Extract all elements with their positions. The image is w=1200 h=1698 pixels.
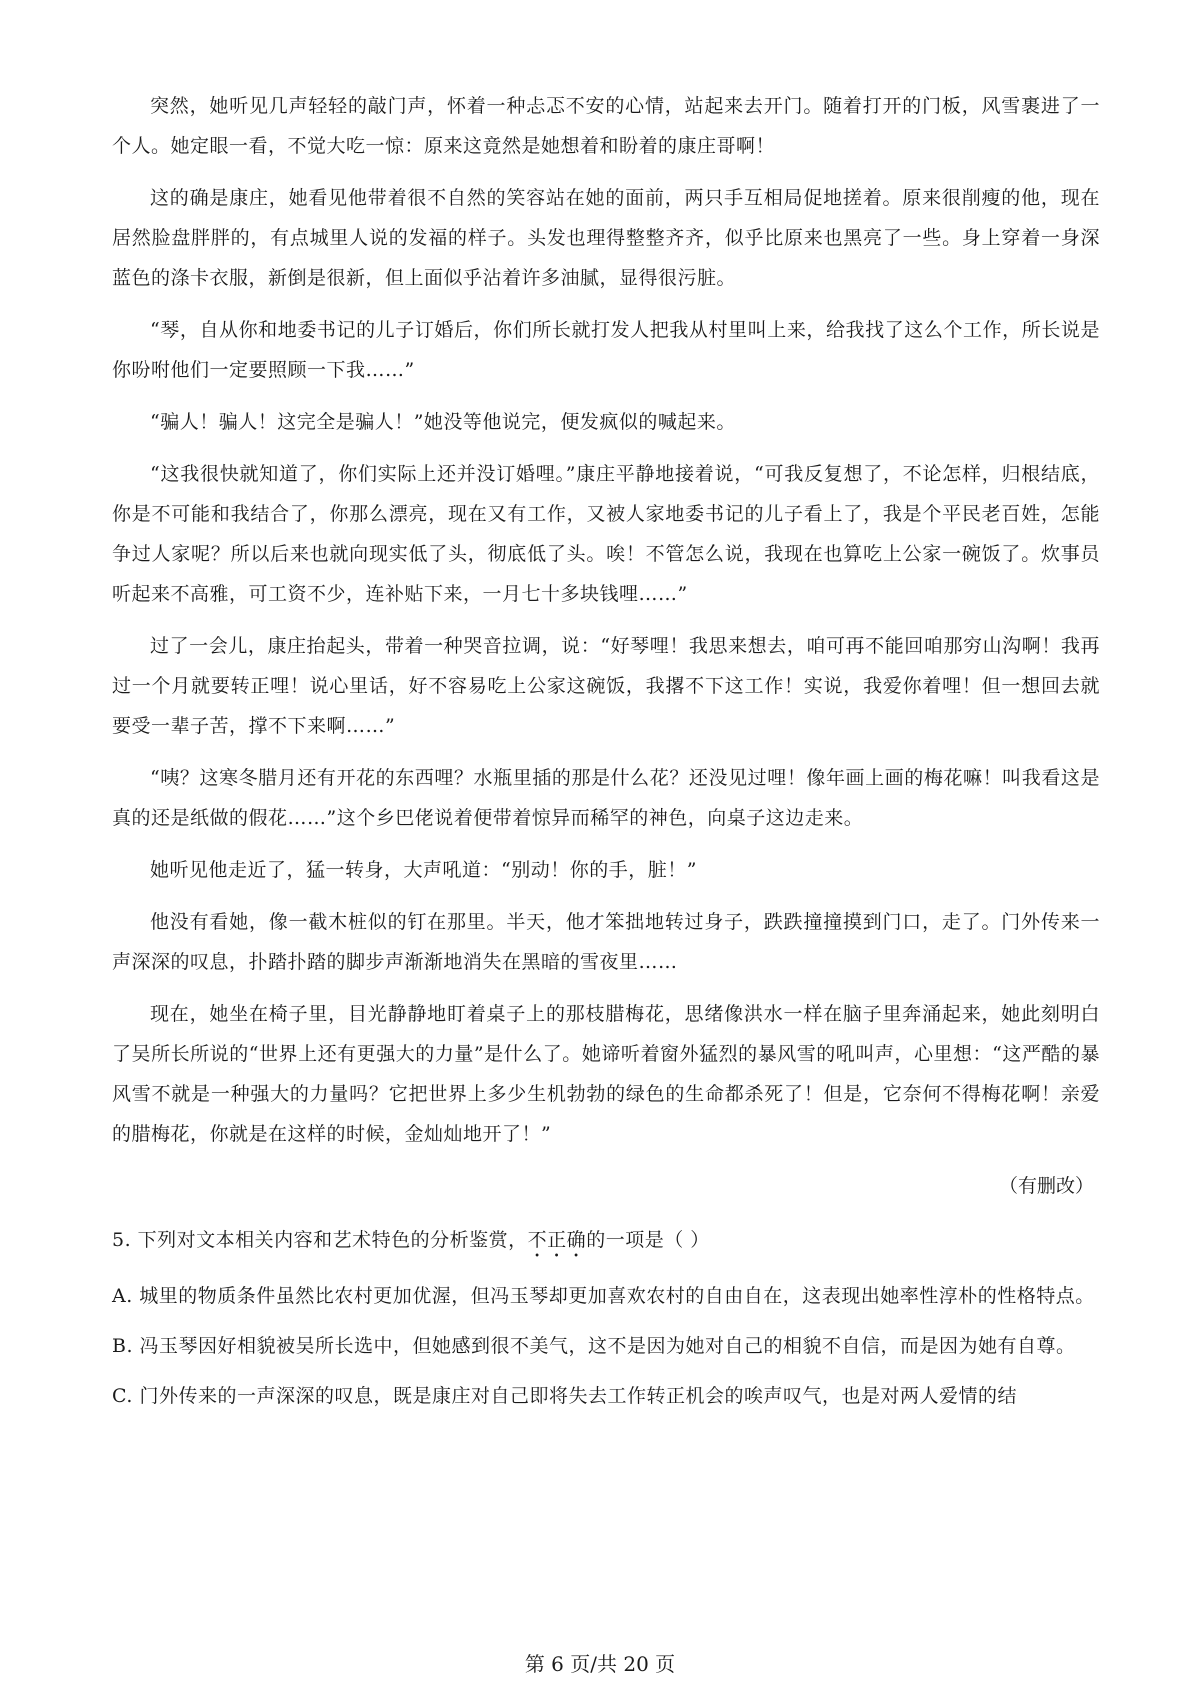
option-b: B. 冯玉琴因好相貌被吴所长选中，但她感到很不美气，这不是因为她对自己的相貌不自信，而是因为她有自尊。 (112, 1335, 1076, 1357)
question-stem-text: 5. 下列对文本相关内容和艺术特色的分析鉴赏， (112, 1229, 528, 1251)
reading-passage (112, 86, 1100, 1426)
passage-paragraph: 过了一会儿，康庄抬起头，带着一种哭音拉调，说：“好琴哩！我思来想去，咱可再不能回咱那穷山沟啊！我再过一个月就要转正哩！说心里话，好不容易吃上公家这碗饭，我撂不下这工作！实说，我爱你着哩！但一想回去就要受一辈子苦，撑不下来啊……” (112, 635, 1100, 737)
passage-paragraph: 他没有看她，像一截木桩似的钉在那里。半天，他才笨拙地转过身子，跌跌撞撞摸到门口，走了。门外传来一声深深的叹息，扑踏扑踏的脚步声渐渐地消失在黑暗的雪夜里…… (112, 911, 1100, 973)
passage-paragraph: 这的确是康庄，她看见他带着很不自然的笑容站在她的面前，两只手互相局促地搓着。原来很削瘦的他，现在居然脸盘胖胖的，有点城里人说的发福的样子。头发也理得整整齐齐，似乎比原来也黑亮了一些。身上穿着一身深蓝色的涤卡衣服，新倒是很新，但上面似乎沾着许多油腻，显得很污脏。 (112, 187, 1100, 289)
passage-paragraph: “琴，自从你和地委书记的儿子订婚后，你们所长就打发人把我从村里叫上来，给我找了这么个工作，所长说是你吩咐他们一定要照顾一下我……” (112, 319, 1100, 381)
passage-paragraph: 她听见他走近了，猛一转身，大声吼道：“别动！你的手，脏！” (150, 859, 697, 881)
page-number: 第 6 页/共 20 页 (524, 1652, 676, 1676)
passage-paragraph: “这我很快就知道了，你们实际上还并没订婚哩。”康庄平静地接着说，“可我反复想了，不论怎样，归根结底，你是不可能和我结合了，你那么漂亮，现在又有工作，又被人家地委书记的儿子看上了，我是个平民老百姓，怎能争过人家呢？所以后来也就向现实低了头，彻底低了头。唉！不管怎么说，我现在也算吃上公家一碗饭了。炊事员听起来不高雅，可工资不少，连补贴下来，一月七十多块钱哩……” (112, 463, 1100, 605)
emphasized-word: 不正确 (527, 1229, 587, 1251)
question-5 (112, 1220, 1100, 1416)
option-c: C. 门外传来的一声深深的叹息，既是康庄对自己即将失去工作转正机会的唉声叹气，也是对两人爱情的结 (112, 1385, 1017, 1407)
option-a: A. 城里的物质条件虽然比农村更加优渥，但冯玉琴却更加喜欢农村的自由自在，这表现出她率性淳朴的性格特点。 (112, 1285, 1095, 1307)
question-stem-end: 的一项是（ ） (586, 1229, 710, 1251)
passage-paragraph: 现在，她坐在椅子里，目光静静地盯着桌子上的那枝腊梅花，思绪像洪水一样在脑子里奔涌起来，她此刻明白了吴所长所说的“世界上还有更强大的力量”是什么了。她谛听着窗外猛烈的暴风雪的吼叫声，心里想：“这严酷的暴风雪不就是一种强大的力量吗？它把世界上多少生机勃勃的绿色的生命都杀死了！但是，它奈何不得梅花啊！亲爱的腊梅花，你就是在这样的时候，金灿灿地开了！” (112, 1003, 1100, 1145)
passage-paragraph: “咦？这寒冬腊月还有开花的东西哩？水瓶里插的那是什么花？还没见过哩！像年画上画的梅花嘛！叫我看这是真的还是纸做的假花……”这个乡巴佬说着便带着惊异而稀罕的神色，向桌子这边走来。 (112, 767, 1100, 829)
source-note: （有删改） (998, 1175, 1094, 1197)
passage-paragraph: “骗人！骗人！这完全是骗人！”她没等他说完，便发疯似的喊起来。 (150, 411, 736, 433)
question-stem (112, 1220, 1100, 1262)
passage-paragraph: 突然，她听见几声轻轻的敲门声，怀着一种忐忑不安的心情，站起来去开门。随着打开的门板，风雪裹进了一个人。她定眼一看，不觉大吃一惊：原来这竟然是她想着和盼着的康庄哥啊！ (112, 95, 1100, 157)
